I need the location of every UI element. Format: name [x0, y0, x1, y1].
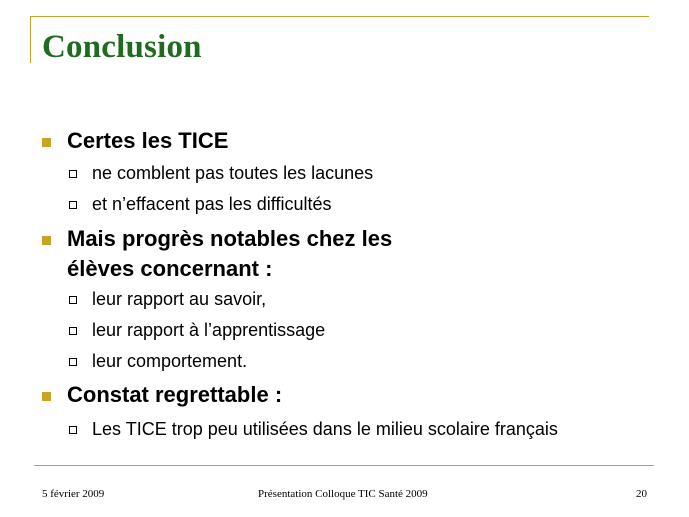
sub-bullet-label: leur comportement. — [92, 351, 248, 371]
square-bullet-icon — [42, 392, 51, 401]
hollow-square-bullet-icon — [69, 426, 77, 434]
sub-bullet-label: ne comblent pas toutes les lacunes — [92, 163, 374, 183]
footer-date: 5 février 2009 — [42, 488, 105, 500]
bullet-label-line-1: Mais progrès notables chez les — [67, 226, 393, 251]
sub-bullet-label: leur rapport au savoir, — [92, 289, 267, 309]
square-bullet-icon — [42, 236, 51, 245]
footer-title: Présentation Colloque TIC Santé 2009 — [258, 488, 428, 500]
hollow-square-bullet-icon — [69, 327, 77, 335]
sub-bullet-label: leur rapport à l’apprentissage — [92, 320, 326, 340]
title-left-rule — [30, 16, 31, 63]
hollow-square-bullet-icon — [69, 296, 77, 304]
footer-rule — [34, 465, 654, 466]
slide-title: Conclusion — [42, 29, 202, 65]
page-number: 20 — [636, 488, 647, 500]
bullet-label: Certes les TICE — [67, 128, 229, 153]
title-top-rule — [30, 16, 649, 17]
hollow-square-bullet-icon — [69, 201, 77, 209]
square-bullet-icon — [42, 138, 51, 147]
bullet-label-line-2: élèves concernant : — [67, 256, 273, 281]
hollow-square-bullet-icon — [69, 358, 77, 366]
bullet-label: Constat regrettable : — [67, 382, 283, 407]
sub-bullet-label: et n’effacent pas les difficultés — [92, 194, 332, 214]
hollow-square-bullet-icon — [69, 170, 77, 178]
sub-bullet-label: Les TICE trop peu utilisées dans le milieu scolaire français — [92, 419, 558, 439]
